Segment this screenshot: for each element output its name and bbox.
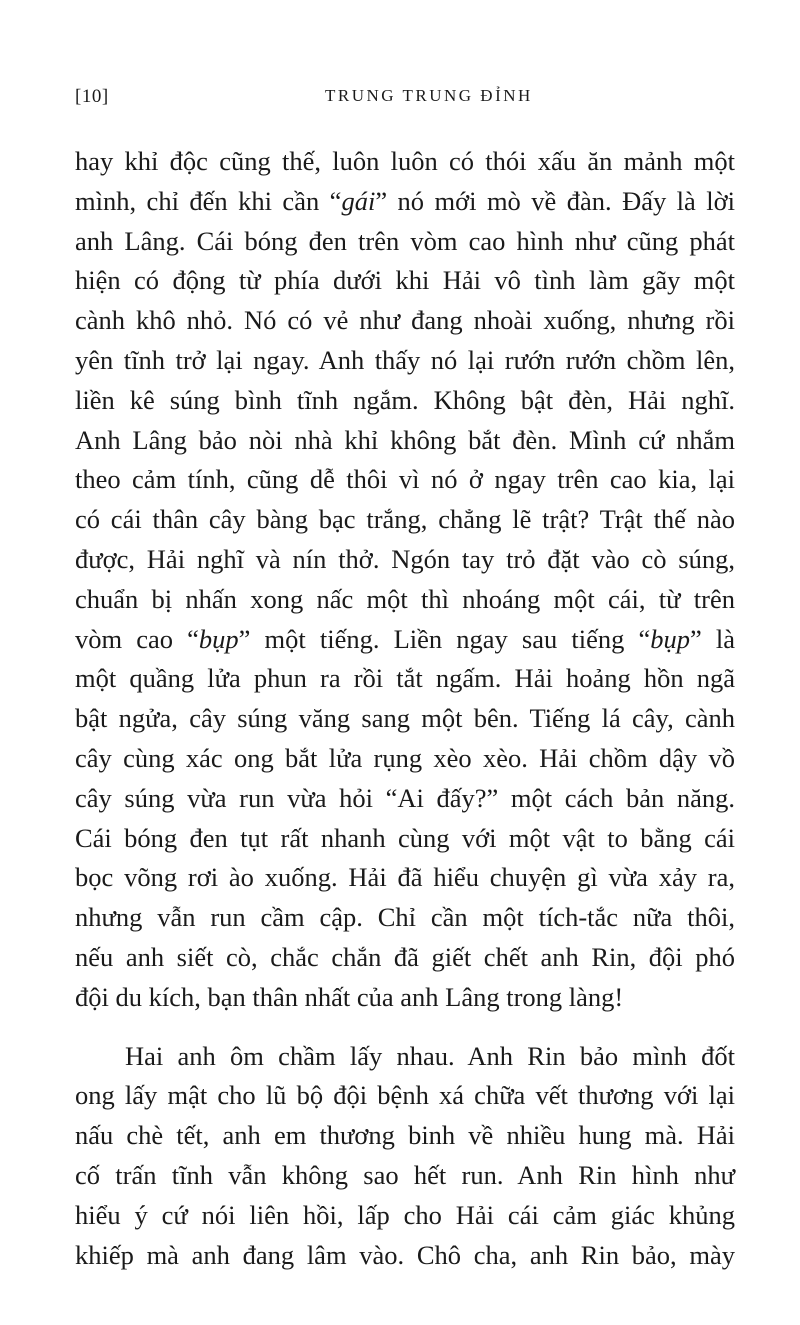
text-line: vòm cao “bụp” một tiếng. Liền ngay sau tiếng “bụp” là — [75, 623, 735, 654]
paragraph-gap — [75, 1018, 735, 1037]
text-line: hiểu ý cứ nói liên hồi, lấp cho Hải cái cảm giác khủng — [75, 1199, 735, 1230]
text-line: anh Lâng. Cái bóng đen trên vòm cao hình như cũng phát — [75, 225, 735, 256]
text-line: được, Hải nghĩ và nín thở. Ngón tay trỏ đặt vào cò súng, — [75, 543, 735, 574]
text-line: có cái thân cây bàng bạc trắng, chẳng lẽ trật? Trật thế nào — [75, 504, 735, 535]
paragraph-1 — [75, 142, 735, 1018]
text-line: đội du kích, bạn thân nhất của anh Lâng trong làng! — [75, 981, 624, 1012]
italic-word: gái — [341, 185, 376, 216]
text-line: Cái bóng đen tụt rất nhanh cùng với một vật to bằng cái — [75, 822, 735, 853]
text-line: hiện có động từ phía dưới khi Hải vô tình làm gãy một — [75, 265, 735, 296]
text-line: cố trấn tĩnh vẫn không sao hết run. Anh Rin hình như — [75, 1159, 735, 1190]
text-line: nhưng vẫn run cầm cập. Chỉ cần một tích-tắc nữa thôi, — [75, 902, 735, 933]
page-number: [10] — [75, 86, 109, 107]
paragraph-2 — [75, 1037, 735, 1276]
text-line: mình, chỉ đến khi cần “gái” nó mới mò về đàn. Đấy là lời — [75, 185, 736, 216]
text-line: theo cảm tính, cũng dễ thôi vì nó ở ngay trên cao kia, lại — [75, 464, 735, 495]
text-line: bọc võng rơi ào xuống. Hải đã hiểu chuyện gì vừa xảy ra, — [75, 862, 735, 893]
text-line: nếu anh siết cò, chắc chắn đã giết chết anh Rin, đội phó — [75, 941, 735, 972]
body-text — [75, 142, 735, 1275]
italic-word: bụp — [650, 623, 690, 654]
text-line: khiếp mà anh đang lâm vào. Chô cha, anh Rin bảo, mày — [75, 1239, 735, 1270]
text-line: cành khô nhỏ. Nó có vẻ như đang nhoài xuống, nhưng rồi — [75, 305, 735, 336]
running-head: TRUNG TRUNG ĐỈNH — [325, 86, 533, 105]
page-header — [75, 86, 725, 110]
text-line: chuẩn bị nhấn xong nấc một thì nhoáng một cái, từ trên — [75, 583, 735, 614]
text-line: Hai anh ôm chầm lấy nhau. Anh Rin bảo mình đốt — [125, 1040, 735, 1071]
text-line: cây súng vừa run vừa hỏi “Ai đấy?” một cách bản năng. — [75, 782, 735, 813]
text-line: một quầng lửa phun ra rồi tắt ngấm. Hải hoảng hồn ngã — [75, 663, 735, 694]
text-line: hay khỉ độc cũng thế, luôn luôn có thói xấu ăn mảnh một — [75, 146, 735, 176]
text-line: nấu chè tết, anh em thương binh về nhiều hung mà. Hải — [75, 1120, 735, 1151]
text-line: liền kê súng bình tĩnh ngắm. Không bật đèn, Hải nghĩ. — [75, 384, 735, 415]
text-line: bật ngửa, cây súng văng sang một bên. Tiếng lá cây, cành — [75, 703, 735, 734]
italic-word: bụp — [198, 623, 239, 654]
text-line: cây cùng xác ong bắt lửa rụng xèo xèo. Hải chồm dậy vồ — [75, 742, 735, 773]
text-line: Anh Lâng bảo nòi nhà khỉ không bắt đèn. Mình cứ nhắm — [75, 424, 735, 455]
text-line: ong lấy mật cho lũ bộ đội bệnh xá chữa vết thương với lại — [75, 1080, 735, 1111]
text-line: yên tĩnh trở lại ngay. Anh thấy nó lại rướn rướn chồm lên, — [75, 344, 735, 375]
